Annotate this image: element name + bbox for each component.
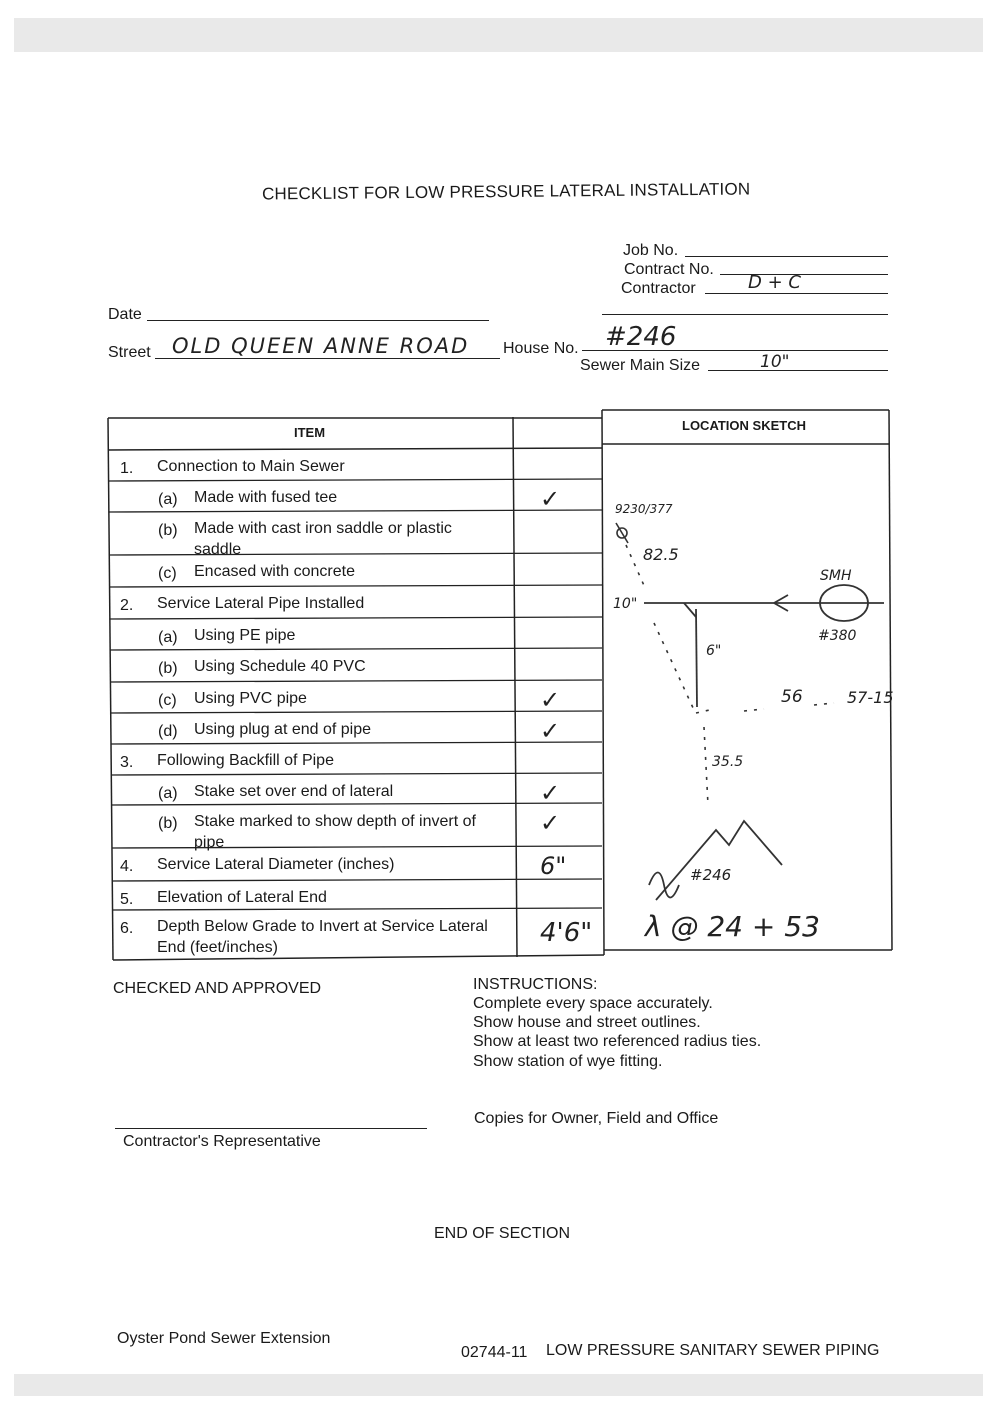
row-sub-letter: (a) [158, 629, 178, 646]
footer-section: 02744-11 [461, 1344, 528, 1361]
row-item-text: Following Backfill of Pipe [157, 752, 334, 769]
row-check-mark[interactable]: 4'6" [540, 918, 593, 948]
sketch-dist-1: 82.5 [643, 545, 679, 564]
row-number: 1. [120, 460, 134, 477]
end-of-section: END OF SECTION [434, 1225, 571, 1242]
page-title: CHECKLIST FOR LOW PRESSURE LATERAL INSTALLATION [261, 179, 751, 204]
row-sub-letter: (b) [158, 815, 178, 832]
sewer-main-size-value: 10" [760, 352, 790, 372]
sketch-dist-2: 56 [781, 687, 803, 707]
row-item-text: Connection to Main Sewer [157, 458, 345, 475]
signature-line[interactable] [115, 1128, 427, 1129]
contractor-value: D + C [748, 272, 801, 293]
instructions-heading: INSTRUCTIONS: [473, 976, 598, 993]
row-item-text: Stake marked to show depth of invert of pipe [194, 813, 476, 851]
instruction-line-4: Show station of wye fitting. [473, 1053, 663, 1070]
row-item-text: Using PVC pipe [194, 690, 307, 707]
contractor-label: Contractor [621, 280, 696, 297]
house-no-value: #246 [605, 322, 677, 352]
sketch-manhole-id: #380 [818, 628, 857, 644]
row-check-mark[interactable]: ✓ [540, 779, 561, 807]
item-column-header: ITEM [294, 425, 326, 440]
lateral-line [696, 609, 697, 707]
row-item-text: Stake set over end of lateral [194, 783, 394, 800]
row-divider [108, 510, 602, 512]
row-sub-letter: (c) [158, 565, 177, 582]
row-sub-letter: (b) [158, 660, 178, 677]
row-check-mark[interactable]: ✓ [540, 686, 561, 714]
house-outline [656, 821, 782, 900]
row-divider [109, 585, 602, 587]
row-item-text: Elevation of Lateral End [157, 889, 327, 906]
row-divider [110, 680, 602, 682]
row-item-text: Encased with concrete [194, 563, 355, 580]
street-value: OLD QUEEN ANNE ROAD [172, 334, 470, 358]
sketch-dist-3: 35.5 [712, 754, 744, 770]
footer-section-title: LOW PRESSURE SANITARY SEWER PIPING [546, 1342, 880, 1359]
row-item-text: Using plug at end of pipe [194, 721, 372, 738]
row-check-mark[interactable]: 6" [540, 852, 567, 880]
instruction-line-3: Show at least two referenced radius ties. [473, 1033, 762, 1050]
footer-project: Oyster Pond Sewer Extension [117, 1330, 331, 1347]
row-divider [113, 908, 602, 910]
sketch-station: λ @ 24 + 53 [645, 910, 820, 943]
sketch-manhole-label: SMH [820, 568, 852, 584]
row-divider [112, 803, 603, 805]
row-number: 3. [120, 754, 134, 771]
house-no-label: House No. [503, 340, 579, 357]
row-check-mark[interactable]: ✓ [540, 809, 561, 837]
contract-no-label: Contract No. [624, 261, 714, 278]
row-check-mark[interactable]: ✓ [540, 717, 561, 745]
row-item-text: Using Schedule 40 PVC [194, 658, 366, 675]
contractor-rep-label: Contractor's Representative [123, 1133, 321, 1150]
copies-note: Copies for Owner, Field and Office [474, 1110, 719, 1127]
row-divider [112, 879, 602, 881]
row-divider [109, 617, 602, 619]
row-number: 5. [120, 891, 134, 908]
row-sub-letter: (a) [158, 491, 178, 508]
row-item-text: Service Lateral Pipe Installed [157, 595, 365, 612]
row-sub-letter: (d) [158, 723, 178, 740]
row-divider [110, 648, 602, 650]
wye-symbol [649, 873, 679, 898]
row-item-text: Using PE pipe [194, 627, 296, 644]
row-divider [111, 773, 602, 775]
row-number: 4. [120, 858, 134, 875]
row-divider [108, 479, 602, 481]
row-sub-letter: (b) [158, 522, 178, 539]
sketch-ref-point-2: 57-15 [847, 688, 894, 707]
row-divider [110, 711, 602, 713]
row-divider [111, 742, 602, 744]
row-sub-letter: (c) [158, 692, 177, 709]
row-check-mark[interactable]: ✓ [540, 485, 561, 513]
row-sub-letter: (a) [158, 785, 178, 802]
instruction-line-2: Show house and street outlines. [473, 1014, 701, 1031]
row-number: 2. [120, 597, 134, 614]
row-item-text: Made with fused tee [194, 489, 338, 506]
row-item-text: Depth Below Grade to Invert at Service Lateral End (feet/inches) [157, 918, 488, 956]
job-no-label: Job No. [623, 242, 679, 259]
date-label: Date [108, 306, 142, 323]
sketch-main-size: 10" [613, 596, 638, 612]
row-item-text: Service Lateral Diameter (inches) [157, 856, 395, 873]
sewer-main-size-label: Sewer Main Size [580, 357, 701, 374]
sketch-column-header: LOCATION SKETCH [682, 418, 806, 433]
row-number: 6. [120, 920, 134, 937]
sketch-ref-point: 9230/377 [615, 502, 673, 516]
street-label: Street [108, 344, 151, 361]
row-item-text: Made with cast iron saddle or plastic saddle [194, 520, 452, 558]
checked-approved-label: CHECKED AND APPROVED [113, 980, 322, 997]
instruction-line-1: Complete every space accurately. [473, 995, 713, 1012]
sketch-lateral-size: 6" [706, 643, 722, 659]
sketch-house-id: #246 [690, 866, 732, 884]
